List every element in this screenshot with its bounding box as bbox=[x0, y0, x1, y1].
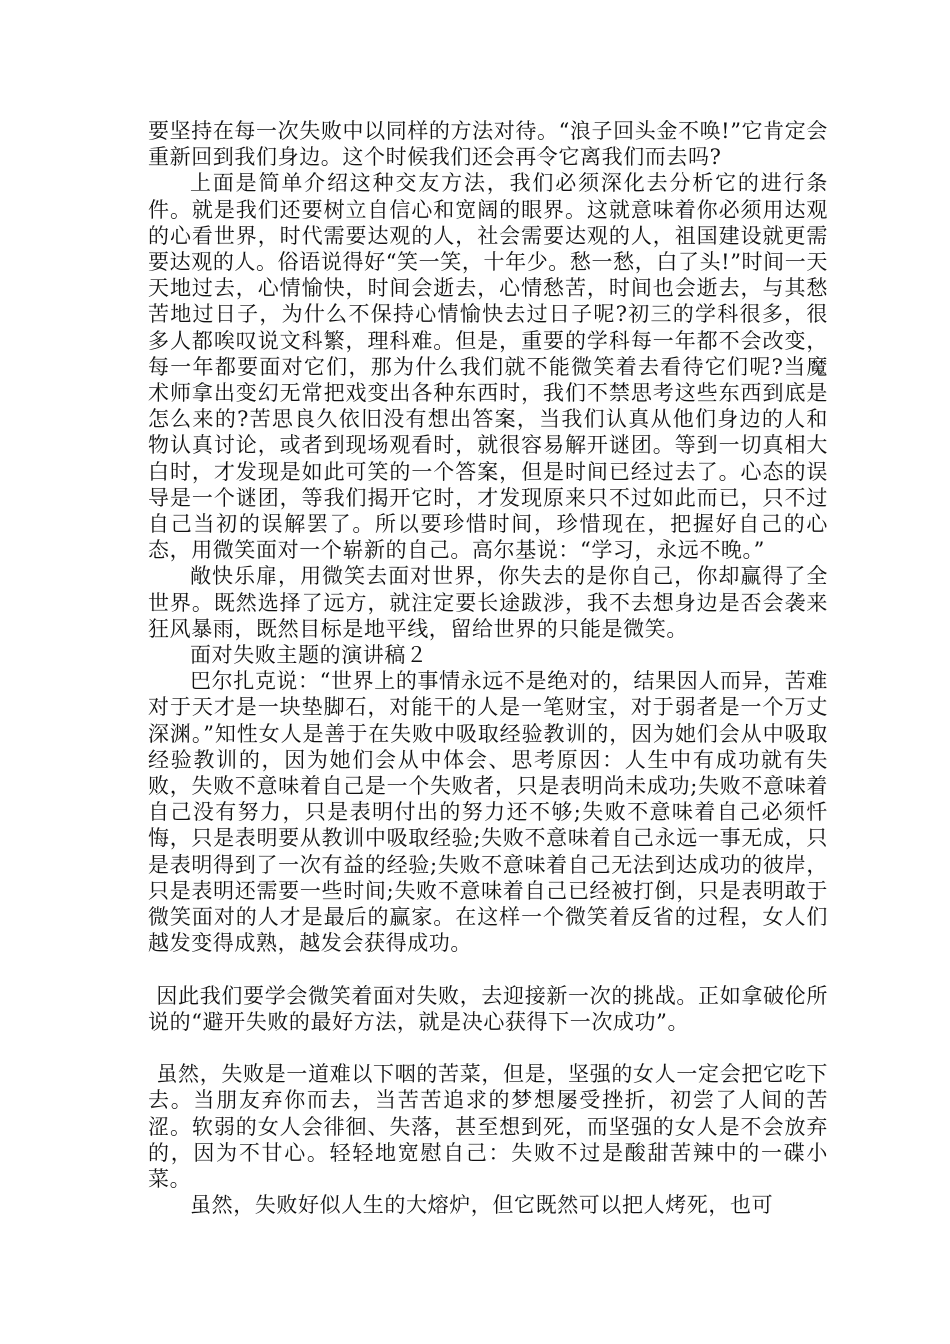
section-heading: 面对失败主题的演讲稿２ bbox=[190, 643, 428, 668]
paragraph-7: 虽然，失败好似人生的大熔炉，但它既然可以把人烤死，也可 bbox=[190, 1193, 774, 1218]
paragraph-5: 因此我们要学会微笑着面对失败，去迎接新一次的挑战。正如拿破伦所说的“避开失败的最好方法，就是决心获得下一次成功”。 bbox=[148, 983, 828, 1034]
paragraph-2: 上面是简单介绍这种交友方法，我们必须深化去分析它的进行条件。就是我们还要树立自信心和宽阔的眼界。这就意味着你必须用达观的心看世界，时代需要达观的人，社会需要达观的人，祖国建设就更需要达观的人。俗语说得好“笑一笑，十年少。愁一愁，白了头!”时间一天天地过去，心情愉快，时间会逝去，心情愁苦，时间也会逝去，与其愁苦地过日子，为什么不保持心情愉快去过日子呢?初三的学科很多，很多人都唉叹说文科繁，理科难。但是，重要的学科每一年都不会改变，每一年都要面对它们，那为什么我们就不能微笑着去看待它们呢?当魔术师拿出变幻无常把戏变出各种东西时，我们不禁思考这些东西到底是怎么来的?苦思良久依旧没有想出答案，当我们认真从他们身边的人和物认真讨论，或者到现场观看时，就很容易解开谜团。等到一切真相大白时，才发现是如此可笑的一个答案，但是时间已经过去了。心态的误导是一个谜团，等我们揭开它时，才发现原来只不过如此而已，只不过自己当初的误解罢了。所以要珍惜时间，珍惜现在，把握好自己的心态，用微笑面对一个崭新的自己。高尔基说：“学习，永远不晚。” bbox=[148, 171, 828, 563]
blank-line bbox=[148, 957, 828, 983]
paragraph-6: 虽然，失败是一道难以下咽的苦菜，但是，坚强的女人一定会把它吃下去。当朋友弃你而去，当苦苦追求的梦想屡受挫折，初尝了人间的苦涩。软弱的女人会徘徊、失落，甚至想到死，而坚强的女人是不会放弃的，因为不甘心。轻轻地宽慰自己：失败不过是酸甜苦辣中的一碟小菜。 bbox=[148, 1062, 828, 1192]
blank-line bbox=[148, 1035, 828, 1061]
document-page bbox=[148, 118, 828, 1219]
paragraph-4: 巴尔扎克说：“世界上的事情永远不是绝对的，结果因人而异，苦难对于天才是一块垫脚石，对能干的人是一笔财宝，对于弱者是一个万丈深渊。”知性女人是善于在失败中吸取经验教训的，因为她们会从中吸取经验教训的，因为她们会从中体会、思考原因：人生中有成功就有失败，失败不意味着自己是一个失败者，只是表明尚未成功;失败不意味着自己没有努力，只是表明付出的努力还不够;失败不意味着自己必须忏悔，只是表明要从教训中吸取经验;失败不意味着自己永远一事无成，只是表明得到了一次有益的经验;失败不意味着自己无法到达成功的彼岸，只是表明还需要一些时间;失败不意味着自己已经被打倒，只是表明敢于微笑面对的人才是最后的赢家。在这样一个微笑着反省的过程，女人们越发变得成熟，越发会获得成功。 bbox=[148, 669, 828, 956]
paragraph-3: 敞快乐扉，用微笑去面对世界，你失去的是你自己，你却赢得了全世界。既然选择了远方，就注定要长途跋涉，我不去想身边是否会袭来狂风暴雨，既然目标是地平线，留给世界的只能是微笑。 bbox=[148, 564, 828, 641]
paragraph-1: 要坚持在每一次失败中以同样的方法对待。“浪子回头金不唤!”它肯定会重新回到我们身边。这个时候我们还会再令它离我们而去吗? bbox=[148, 119, 828, 170]
